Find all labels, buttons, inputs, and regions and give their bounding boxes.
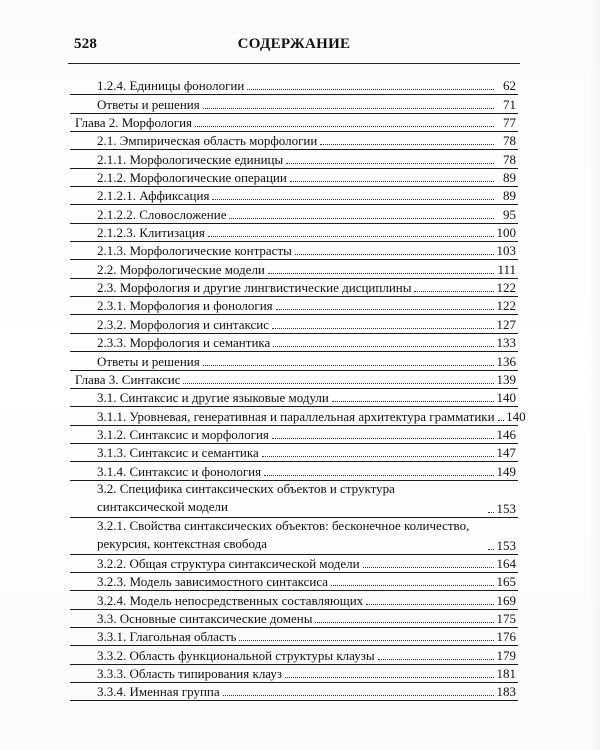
toc-entry bbox=[70, 665, 518, 683]
toc-entry-title: 2.2. Морфологические модели bbox=[97, 261, 265, 277]
toc-entry-page: 147 bbox=[496, 445, 516, 461]
toc-entry-title: Ответы и решения bbox=[97, 96, 200, 112]
toc-entry-page: 179 bbox=[496, 647, 516, 663]
page-header bbox=[74, 36, 514, 58]
toc-leader-dots bbox=[272, 438, 494, 439]
toc-entry-title: 3.3. Основные синтаксические домены bbox=[97, 610, 313, 626]
toc-entry bbox=[70, 224, 518, 242]
toc-entry-page: 71 bbox=[503, 96, 516, 112]
toc-leader-dots bbox=[332, 401, 494, 402]
toc-entry-title: 3.2. Специфика синтаксических объектов и структура синтаксической модели bbox=[97, 480, 395, 514]
toc-entry-title: 3.1. Синтаксис и другие языковые модули bbox=[97, 390, 329, 406]
toc-entry bbox=[70, 187, 518, 205]
toc-entry-page: 89 bbox=[503, 188, 516, 204]
toc-entry-title: 3.3.3. Область типирования клауз bbox=[97, 665, 283, 681]
toc-leader-dots bbox=[195, 126, 494, 127]
toc-entry-title: 3.1.1. Уровневая, генеративная и параллельная архитектура грамматики bbox=[97, 408, 495, 424]
toc-leader-dots bbox=[264, 475, 494, 476]
toc-entry-page: 175 bbox=[496, 610, 516, 626]
toc-entry-title: 1.2.4. Единицы фонологии bbox=[97, 78, 245, 94]
toc-entry bbox=[70, 371, 518, 389]
toc-entry-page: 100 bbox=[496, 225, 516, 241]
toc-entry bbox=[70, 279, 518, 297]
toc-leader-dots bbox=[315, 622, 494, 623]
toc-entry-title: 2.1.2.2. Словосложение bbox=[97, 206, 227, 222]
toc-entry bbox=[70, 114, 518, 132]
toc-leader-dots bbox=[208, 236, 494, 237]
table-of-contents bbox=[70, 77, 526, 737]
toc-entry bbox=[70, 555, 518, 573]
toc-entry-page: 153 bbox=[496, 500, 516, 516]
toc-entry-page: 169 bbox=[496, 592, 516, 608]
toc-entry-page: 77 bbox=[503, 115, 516, 131]
toc-leader-dots bbox=[183, 383, 494, 384]
toc-leader-dots bbox=[272, 328, 494, 329]
toc-entry-page: 62 bbox=[503, 78, 516, 94]
header-rule bbox=[68, 63, 520, 64]
toc-leader-dots bbox=[488, 512, 494, 513]
toc-entry-title: 2.3.3. Морфология и семантика bbox=[97, 335, 271, 351]
toc-entry bbox=[70, 646, 518, 664]
toc-leader-dots bbox=[268, 273, 494, 274]
toc-leader-dots bbox=[273, 346, 494, 347]
toc-entry-title: 3.2.3. Модель зависимостного синтаксиса bbox=[97, 574, 329, 590]
toc-leader-dots bbox=[276, 309, 494, 310]
toc-entry bbox=[70, 95, 518, 113]
toc-leader-dots bbox=[285, 677, 494, 678]
page-edge-shadow bbox=[588, 0, 600, 750]
toc-entry-page: 140 bbox=[496, 390, 516, 406]
toc-entry-title: 3.1.2. Синтаксис и морфология bbox=[97, 426, 269, 442]
toc-leader-dots bbox=[203, 108, 494, 109]
toc-entry-title: 2.1.2. Морфологические операции bbox=[97, 170, 287, 186]
toc-leader-dots bbox=[212, 199, 494, 200]
toc-entry-page: 181 bbox=[496, 665, 516, 681]
toc-entry-title: 2.3.1. Морфология и фонология bbox=[97, 298, 273, 314]
toc-leader-dots bbox=[239, 640, 494, 641]
toc-entry bbox=[70, 205, 518, 223]
toc-entry-page: 127 bbox=[496, 316, 516, 332]
running-title: СОДЕРЖАНИЕ bbox=[237, 36, 351, 52]
toc-leader-dots bbox=[247, 89, 494, 90]
toc-entry-title: Глава 3. Синтаксис bbox=[75, 371, 181, 387]
toc-entry-title: 2.3.2. Морфология и синтаксис bbox=[97, 316, 269, 332]
toc-entry-title: Ответы и решения bbox=[97, 353, 200, 369]
toc-leader-dots bbox=[414, 291, 494, 292]
toc-entry-page: 153 bbox=[496, 537, 516, 553]
toc-leader-dots bbox=[203, 365, 494, 366]
toc-entry bbox=[70, 297, 518, 315]
toc-leader-dots bbox=[331, 585, 494, 586]
toc-entry-page: 136 bbox=[496, 353, 516, 369]
toc-entry-title: 2.3. Морфология и другие лингвистические дисциплины bbox=[97, 280, 412, 296]
toc-entry bbox=[70, 132, 518, 150]
toc-entry-page: 95 bbox=[503, 206, 516, 222]
toc-entry-title: 2.1.3. Морфологические контрасты bbox=[97, 243, 292, 259]
toc-entry-title: 3.1.4. Синтаксис и фонология bbox=[97, 463, 262, 479]
toc-entry-page: 122 bbox=[496, 298, 516, 314]
toc-entry bbox=[70, 444, 518, 462]
toc-entry bbox=[70, 352, 518, 370]
toc-entry-page: 103 bbox=[496, 243, 516, 259]
toc-entry-page: 133 bbox=[496, 335, 516, 351]
toc-entry-title: 3.3.1. Глагольная область bbox=[97, 629, 237, 645]
toc-leader-dots bbox=[262, 456, 494, 457]
toc-entry-page: 140 bbox=[506, 408, 526, 424]
toc-entry-page: 122 bbox=[496, 280, 516, 296]
toc-entry bbox=[70, 628, 518, 646]
toc-entry-title: 3.2.2. Общая структура синтаксической модели bbox=[97, 555, 360, 571]
toc-entry-page: 165 bbox=[496, 574, 516, 590]
toc-entry-page: 176 bbox=[496, 629, 516, 645]
toc-entry-page: 146 bbox=[496, 426, 516, 442]
toc-leader-dots bbox=[229, 218, 494, 219]
toc-entry-page: 78 bbox=[503, 133, 516, 149]
toc-entry-title: 3.1.3. Синтаксис и семантика bbox=[97, 445, 259, 461]
toc-entry-title: 2.1.1. Морфологические единицы bbox=[97, 151, 284, 167]
toc-entry-title: Глава 2. Морфология bbox=[75, 115, 193, 131]
toc-leader-dots bbox=[223, 695, 494, 696]
toc-entry-title: 3.2.4. Модель непосредственных составляющих bbox=[97, 592, 364, 608]
toc-entry bbox=[70, 462, 518, 480]
toc-entry-title: 3.3.2. Область функциональной структуры клаузы bbox=[97, 647, 375, 663]
toc-entry-page: 111 bbox=[497, 261, 516, 277]
toc-leader-dots bbox=[290, 181, 494, 182]
toc-entry-title: 3.3.4. Именная группа bbox=[97, 684, 220, 700]
toc-entry-title: 2.1.2.1. Аффиксация bbox=[97, 188, 210, 204]
toc-entry bbox=[70, 518, 518, 555]
toc-entry-page: 89 bbox=[503, 170, 516, 186]
toc-leader-dots bbox=[366, 604, 494, 605]
toc-entry bbox=[70, 407, 526, 425]
toc-entry-page: 183 bbox=[496, 684, 516, 700]
toc-leader-dots bbox=[320, 144, 494, 145]
toc-leader-dots bbox=[286, 163, 494, 164]
toc-leader-dots bbox=[378, 659, 494, 660]
toc-entry bbox=[70, 591, 518, 609]
toc-entry-page: 149 bbox=[496, 463, 516, 479]
toc-leader-dots bbox=[498, 420, 504, 421]
toc-entry bbox=[70, 610, 518, 628]
toc-entry-title: 2.1. Эмпирическая область морфологии bbox=[97, 133, 318, 149]
toc-entry-page: 164 bbox=[496, 555, 516, 571]
toc-entry bbox=[70, 426, 518, 444]
toc-entry bbox=[70, 169, 518, 187]
toc-leader-dots bbox=[295, 254, 494, 255]
toc-entry bbox=[70, 573, 518, 591]
toc-entry bbox=[70, 315, 518, 333]
toc-entry bbox=[70, 334, 518, 352]
toc-entry-page: 139 bbox=[496, 371, 516, 387]
toc-leader-dots bbox=[363, 567, 494, 568]
toc-entry-title: 3.2.1. Свойства синтаксических объектов: бесконечное количество, рекурсия, контекстная свобода bbox=[97, 517, 470, 551]
toc-entry bbox=[70, 150, 518, 168]
toc-entry bbox=[70, 242, 518, 260]
page-number: 528 bbox=[74, 36, 98, 52]
toc-entry bbox=[70, 260, 518, 278]
toc-entry bbox=[70, 389, 518, 407]
toc-entry bbox=[70, 481, 518, 518]
toc-entry-page: 78 bbox=[503, 151, 516, 167]
toc-entry bbox=[70, 683, 518, 701]
toc-leader-dots bbox=[488, 549, 494, 550]
toc-entry-title: 2.1.2.3. Клитизация bbox=[97, 225, 205, 241]
toc-entry bbox=[70, 77, 518, 95]
